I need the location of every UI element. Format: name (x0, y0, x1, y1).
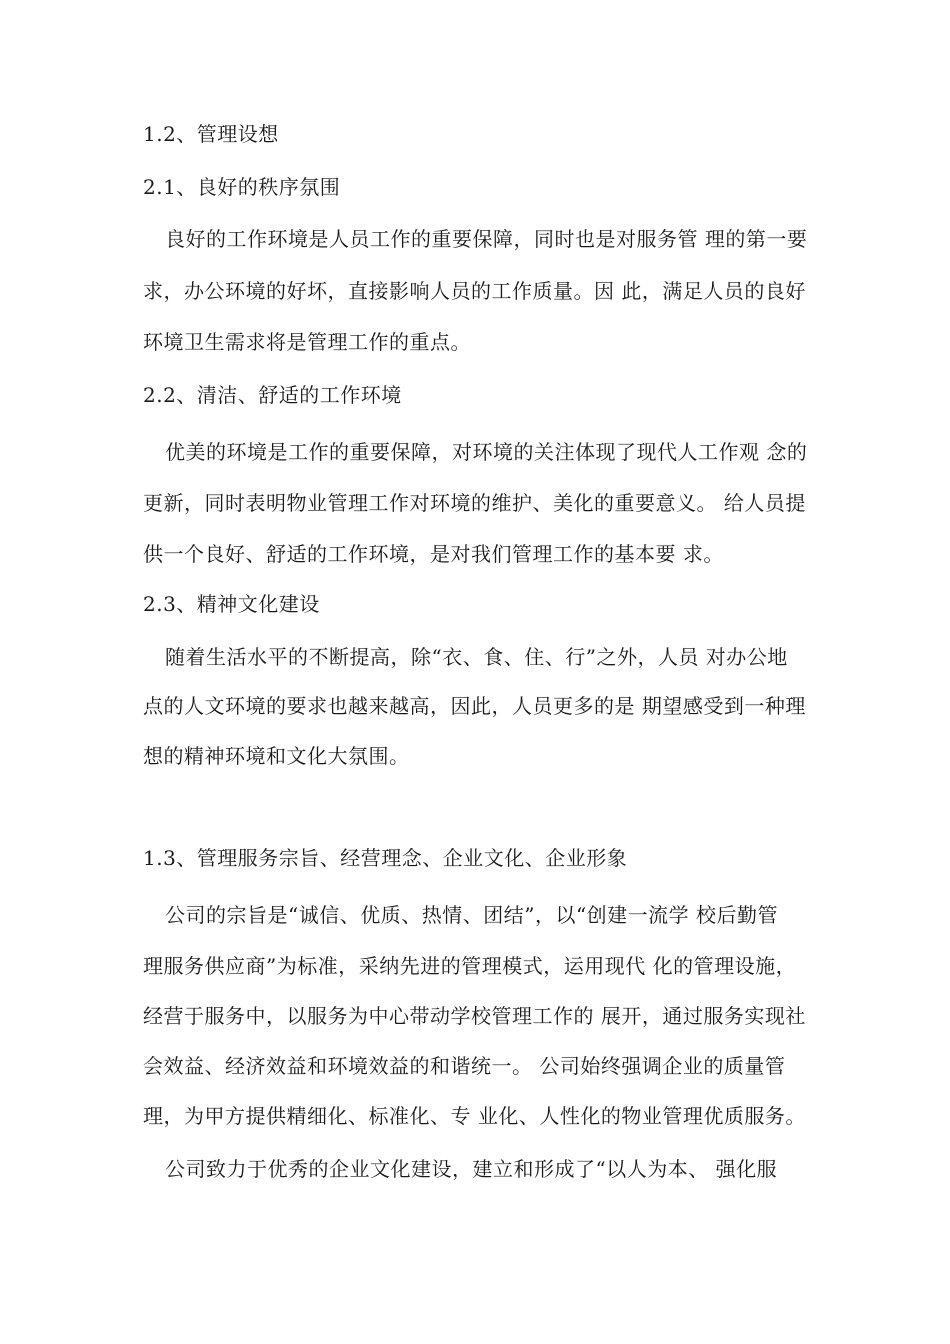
paragraph-line: 供一个良好、舒适的工作环境，是对我们管理工作的基本要 求。 (143, 542, 724, 566)
paragraph-line: 环境卫生需求将是管理工作的重点。 (143, 330, 471, 354)
paragraph-line: 随着生活水平的不断提高，除“衣、食、住、行”之外，人员 对办公地 (165, 645, 788, 669)
paragraph-line: 点的人文环境的要求也越来越高，因此，人员更多的是 期望感受到一种理 (143, 694, 806, 718)
paragraph-line: 经营于服务中，以服务为中心带动学校管理工作的 展开，通过服务实现社 (143, 1004, 806, 1028)
subsection-heading-2-3: 2.3、精神文化建设 (143, 592, 320, 616)
paragraph-line: 理服务供应商”为标准，采纳先进的管理模式，运用现代 化的管理设施， (143, 954, 797, 978)
paragraph-line: 求，办公环境的好坏，直接影响人员的工作质量。因 此，满足人员的良好 (143, 279, 806, 303)
paragraph-line: 会效益、经济效益和环境效益的和谐统一。 公司始终强调企业的质量管 (143, 1054, 786, 1078)
paragraph-line: 公司的宗旨是“诚信、优质、热情、团结”，以“创建一流学 校后勤管 (165, 903, 779, 927)
paragraph-line: 优美的环境是工作的重要保障，对环境的关注体现了现代人工作观 念的 (165, 440, 808, 464)
subsection-heading-2-2: 2.2、清洁、舒适的工作环境 (143, 383, 402, 407)
subsection-heading-2-1: 2.1、良好的秩序氛围 (143, 175, 341, 199)
section-heading-1-2: 1.2、管理设想 (143, 122, 279, 146)
paragraph-line: 想的精神环境和文化大氛围。 (143, 744, 410, 768)
section-heading-1-3: 1.3、管理服务宗旨、经营理念、企业文化、企业形象 (143, 846, 628, 870)
paragraph-line: 良好的工作环境是人员工作的重要保障，同时也是对服务管 理的第一要 (165, 227, 808, 251)
paragraph-line: 理，为甲方提供精细化、标准化、专 业化、人性化的物业管理优质服务。 (143, 1104, 806, 1128)
paragraph-line: 公司致力于优秀的企业文化建设，建立和形成了“以人为本、 强化服 (165, 1157, 778, 1181)
paragraph-line: 更新，同时表明物业管理工作对环境的维护、美化的重要意义。 给人员提 (143, 491, 806, 515)
